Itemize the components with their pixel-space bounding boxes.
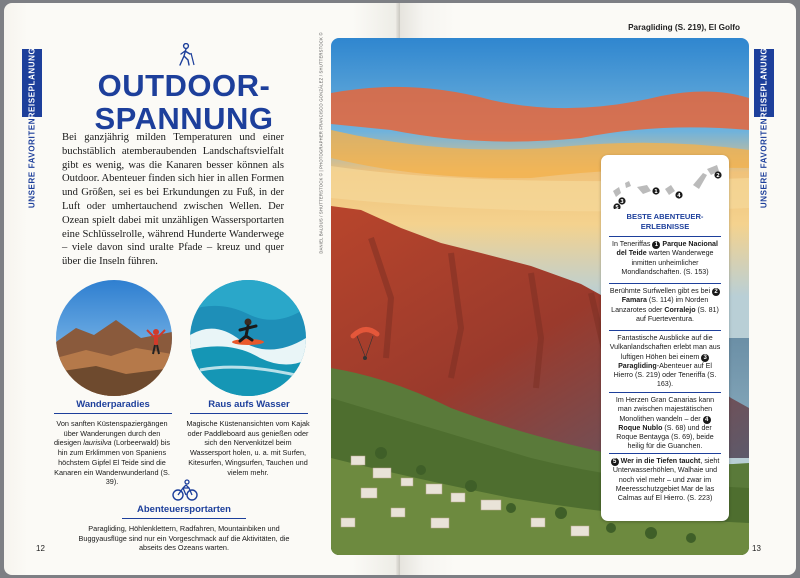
info-entry-3 <box>609 334 721 390</box>
entry-highlight: Corralejo <box>664 305 696 314</box>
info-entry-2 <box>609 287 721 324</box>
col2-rule <box>190 413 308 414</box>
intro-paragraph: Bei ganzjährig milden Temperaturen und einer buchstäblich atemberaubenden Landschaftsvielfalt gibt es wenig, was die Kanaren besser können als Outdoor. Abenteuer finden sich hier in allen Formen und Größen, sei es bei Erkundungen zu Fuß, in der Luft oder umhertauchend zwischen Wellen. Der Ozean spielt dabei mit unzähligen Wassersportarten eine Schlüsselrolle, während Hunderte Wanderwege – viele davon sind uralte Pfade – kreuz und quer über die Inseln führen. <box>62 132 284 268</box>
map-number-2: 2 <box>716 173 720 179</box>
canary-islands-minimap <box>607 161 723 209</box>
entry-highlight: Roque Nublo <box>618 423 663 432</box>
photo-credit-text: DANIEL BALDUS / SHUTTERSTOCK © | PHOTOGRAPHER FRANCISCO GONZÁLEZ / SHUTTERSTOCK © <box>318 32 324 254</box>
bottom-rule <box>122 518 246 519</box>
info-entry-5 <box>609 457 721 503</box>
entry-text: (S. 114) im Norden Lanzarotes oder <box>611 296 709 314</box>
map-number-5: 5 <box>615 205 619 209</box>
info-box-sep <box>609 283 721 284</box>
surfing-photo <box>190 280 306 396</box>
hiking-photo <box>56 280 172 396</box>
entry-number: 5 <box>611 458 619 466</box>
entry-text: (S. 68) und der Roque Bentayga (S. 69), beide heilig für die Guanchen. <box>616 423 714 451</box>
map-number-4: 4 <box>677 193 681 199</box>
entry-text: -Abenteuer auf El Hierro (S. 219) oder Teneriffa (S. 163). <box>613 361 717 389</box>
book-spread <box>4 3 796 575</box>
entry-highlight: Wer in die Tiefen taucht <box>620 457 701 465</box>
side-label-text-right: UNSERE FAVORITEN <box>759 117 769 209</box>
entry-text: warten Wanderwege inmitten unheimlicher Mondlandschaften. (S. 153) <box>621 249 714 276</box>
entry-number: 2 <box>712 288 720 296</box>
side-tab-label-right: REISEPLANUNG <box>759 47 769 119</box>
entry-highlight: Parque Nacional del Teide <box>616 240 718 258</box>
title-line-1: OUTDOOR- <box>97 68 271 103</box>
page-number-right: 13 <box>752 544 761 553</box>
info-box-sep <box>609 236 721 237</box>
entry-text: In Teneriffas <box>612 240 653 248</box>
side-label-favoriten-right <box>754 119 774 207</box>
col1-rule <box>54 413 172 414</box>
entry-text: Berühmte Surfwellen gibt es bei <box>609 287 713 295</box>
info-box-sep <box>609 453 721 454</box>
photo-caption: Paragliding (S. 219), El Golfo <box>628 23 740 32</box>
bottom-text: Paragliding, Höhlenklettern, Radfahren, Mountainbiken und Buggyausflüge sind nur ein Vorgeschmack auf die Aktivitäten, die abseits des Ozeans warten. <box>78 524 290 553</box>
info-entry-4 <box>609 396 721 452</box>
entry-text: Im Herzen Gran Canarias kann man zwischen majestätischen Monolithen wandeln – der <box>615 396 715 423</box>
entry-text: Fantastische Ausblicke auf die Vulkanlandschaften erlebt man aus luftigen Höhen bei einem <box>609 334 721 361</box>
col1-title: Wanderparadies <box>76 399 150 410</box>
col1-text <box>50 419 174 487</box>
cyclist-icon <box>172 479 198 501</box>
info-box-title: BESTE ABENTEUER-ERLEBNISSE <box>626 212 704 231</box>
bottom-title: Abenteuersportarten <box>137 504 231 515</box>
page-title <box>64 69 304 135</box>
side-tab-reiseplanung[interactable] <box>22 49 42 117</box>
col2-title: Raus aufs Wasser <box>208 399 290 410</box>
entry-text: (S. 81) auf Fuerteventura. <box>636 305 719 323</box>
hiker-icon <box>174 43 196 67</box>
map-number-3: 3 <box>620 199 624 205</box>
photo-credit <box>316 32 326 254</box>
entry-number: 4 <box>703 416 711 424</box>
info-box-sep <box>609 330 721 331</box>
info-box-sep <box>609 392 721 393</box>
info-box-best-adventures <box>601 155 729 521</box>
entry-text: , sieht Unterwasserhöhlen, Walhaie und noch viel mehr – und zwar im Meeresschutzgebiet Mar de las Calmas auf El Hierro. (S. 223) <box>612 457 720 503</box>
side-label-favoriten <box>22 119 42 207</box>
col1-text-italic: laurisilva <box>83 438 112 448</box>
col1-text-a: Von sanften Küstenspaziergängen über Wanderungen durch den diesigen <box>53 419 168 448</box>
entry-number: 1 <box>652 241 660 249</box>
entry-highlight: Paragliding <box>618 361 657 370</box>
col2-text: Magische Küstenansichten vom Kajak oder Paddleboard aus genießen oder sich den Nervenkitzel beim Wassersport holen, u. a. mit Surfen, Kitesurfen, Wingsurfen, Tauchen und vielem mehr. <box>186 419 310 477</box>
map-number-1: 1 <box>654 189 658 195</box>
side-label-text: UNSERE FAVORITEN <box>27 117 37 209</box>
col1-text-b: (Lorbeerwald) bis hin zum Erklimmen von Spaniens höchstem Gipfel El Teide sind die Kanaren ein Wanderwunderland (S. 39). <box>54 438 170 487</box>
entry-highlight: Famara <box>621 296 647 305</box>
title-line-2: SPANNUNG <box>94 101 274 136</box>
page-number-left: 12 <box>36 544 45 553</box>
entry-number: 3 <box>701 354 709 362</box>
side-tab-reiseplanung-right[interactable] <box>754 49 774 117</box>
info-entry-1 <box>609 240 721 277</box>
side-tab-label: REISEPLANUNG <box>27 47 37 119</box>
